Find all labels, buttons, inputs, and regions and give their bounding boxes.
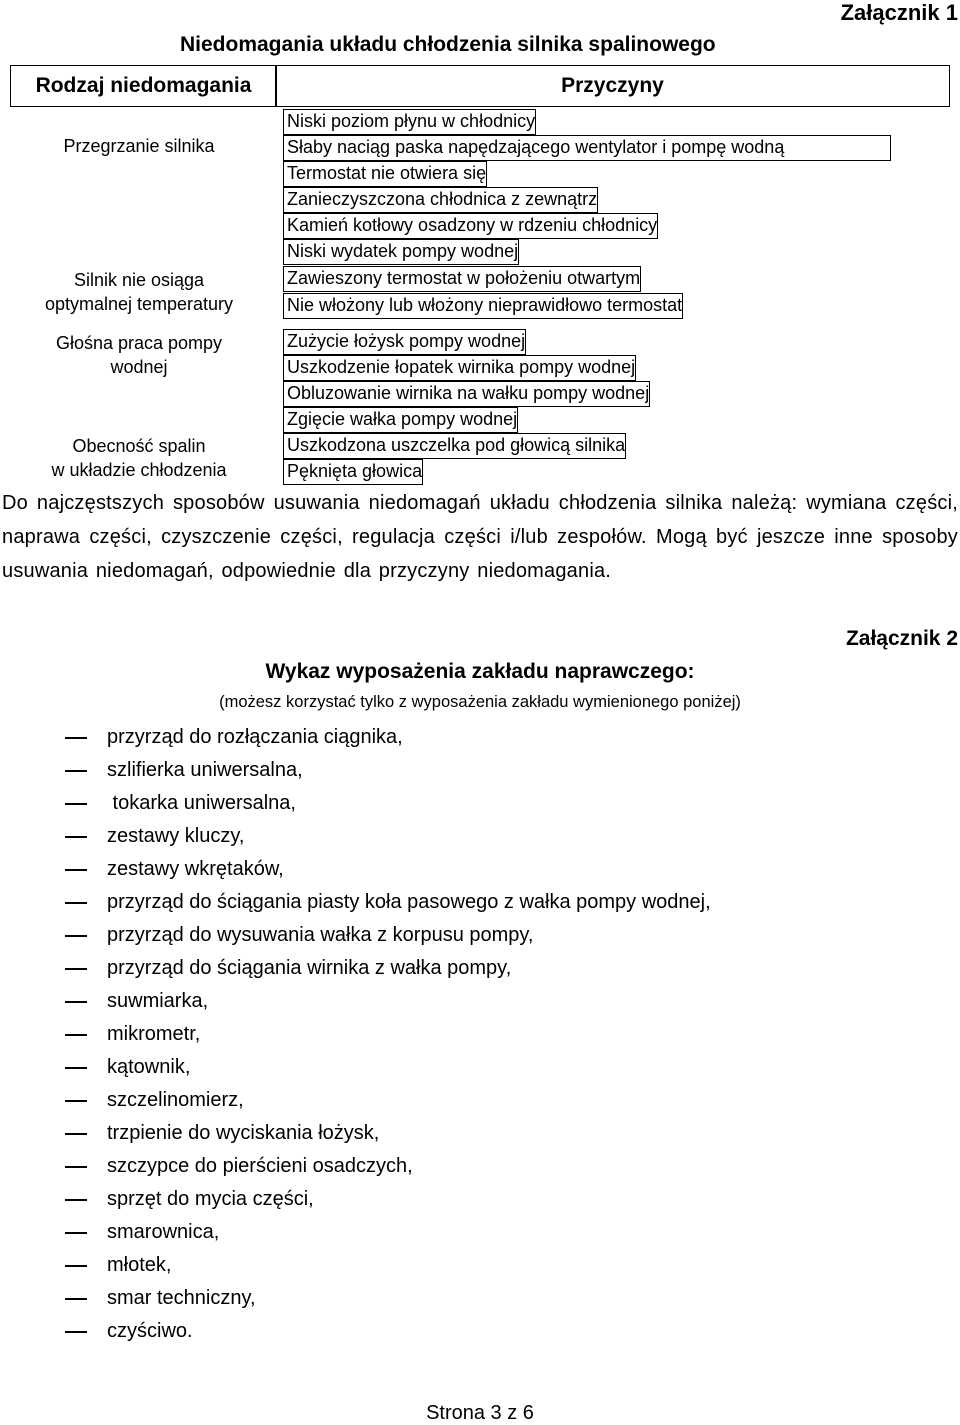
list-dash-icon — [65, 770, 87, 772]
equipment-item-label: przyrząd do ściągania wirnika z wałka pompy, — [107, 957, 512, 979]
cause-cell: Zużycie łożysk pompy wodnej — [283, 329, 526, 355]
label-line: Przegrzanie silnika — [63, 136, 215, 156]
header-malfunction-type: Rodzaj niedomagania — [10, 65, 277, 107]
cause-cell: Pęknięta głowica — [283, 459, 423, 485]
equipment-item — [65, 787, 711, 820]
attachment-1-label: Załącznik 1 — [840, 0, 958, 25]
cause-cell: Uszkodzona uszczelka pod głowicą silnika — [283, 433, 626, 459]
malfunction-table — [10, 65, 950, 488]
equipment-item-label: szczelinomierz, — [107, 1089, 244, 1111]
equipment-item-label: tokarka uniwersalna, — [107, 792, 296, 814]
cause-cell: Termostat nie otwiera się — [283, 161, 487, 187]
list-dash-icon — [65, 1331, 87, 1333]
list-dash-icon — [65, 1001, 87, 1003]
cause-cell: Niski poziom płynu w chłodnicy — [283, 109, 536, 135]
list-dash-icon — [65, 869, 87, 871]
list-dash-icon — [65, 1232, 87, 1234]
list-dash-icon — [65, 1166, 87, 1168]
equipment-item — [65, 886, 711, 919]
label-line: Obecność spalin — [72, 436, 206, 456]
equipment-list-title: Wykaz wyposażenia zakładu naprawczego: — [265, 660, 695, 683]
equipment-item — [65, 721, 711, 754]
equipment-item — [65, 1315, 711, 1348]
equipment-item — [65, 1150, 711, 1183]
document-title: Niedomagania układu chłodzenia silnika spalinowego — [180, 33, 716, 56]
equipment-item-label: sprzęt do mycia części, — [107, 1188, 314, 1210]
label-line: optymalnej temperatury — [44, 294, 234, 314]
attachment-2-label: Załącznik 2 — [845, 627, 958, 650]
equipment-item — [65, 853, 711, 886]
page-number: Strona 3 z 6 — [426, 1402, 534, 1424]
list-dash-icon — [65, 1100, 87, 1102]
equipment-item — [65, 1117, 711, 1150]
list-dash-icon — [65, 1265, 87, 1267]
equipment-item-label: przyrząd do wysuwania wałka z korpusu pompy, — [107, 924, 534, 946]
equipment-item — [65, 820, 711, 853]
label-line: Silnik nie osiąga — [73, 270, 205, 290]
equipment-item-label: młotek, — [107, 1254, 172, 1276]
equipment-item-label: zestawy kluczy, — [107, 825, 245, 847]
cause-cell: Zanieczyszczona chłodnica z zewnątrz — [283, 187, 598, 213]
list-dash-icon — [65, 1067, 87, 1069]
list-dash-icon — [65, 836, 87, 838]
cause-cell: Kamień kotłowy osadzony w rdzeniu chłodnicy — [283, 213, 658, 239]
equipment-item-label: trzpienie do wyciskania łożysk, — [107, 1122, 380, 1144]
equipment-item-label: kątownik, — [107, 1056, 191, 1078]
list-dash-icon — [65, 902, 87, 904]
equipment-item-label: przyrząd do ściągania piasty koła pasowego z wałka pompy wodnej, — [107, 891, 711, 913]
equipment-item — [65, 1249, 711, 1282]
equipment-item — [65, 952, 711, 985]
equipment-item-label: smarownica, — [107, 1221, 220, 1243]
header-causes: Przyczyny — [275, 65, 950, 107]
equipment-item — [65, 1216, 711, 1249]
cause-cell: Nie włożony lub włożony nieprawidłowo termostat — [283, 293, 683, 319]
equipment-item — [65, 1051, 711, 1084]
equipment-item-label: czyściwo. — [107, 1320, 193, 1342]
equipment-item-label: szczypce do pierścieni osadczych, — [107, 1155, 413, 1177]
list-dash-icon — [65, 968, 87, 970]
label-low-temperature — [10, 268, 268, 316]
list-dash-icon — [65, 1034, 87, 1036]
equipment-item — [65, 754, 711, 787]
label-noisy-pump — [10, 331, 268, 379]
cause-cell: Uszkodzenie łopatek wirnika pompy wodnej — [283, 355, 636, 381]
cause-cell: Zgięcie wałka pompy wodnej — [283, 407, 518, 433]
equipment-item-label: zestawy wkrętaków, — [107, 858, 284, 880]
equipment-item — [65, 1018, 711, 1051]
label-line: wodnej — [110, 357, 168, 377]
equipment-item-label: szlifierka uniwersalna, — [107, 759, 303, 781]
equipment-item — [65, 919, 711, 952]
cause-cell: Niski wydatek pompy wodnej — [283, 239, 519, 265]
equipment-item-label: mikrometr, — [107, 1023, 201, 1045]
cause-cell: Obluzowanie wirnika na wałku pompy wodnej — [283, 381, 650, 407]
list-dash-icon — [65, 803, 87, 805]
label-line: Głośna praca pompy — [55, 333, 223, 353]
list-dash-icon — [65, 1133, 87, 1135]
equipment-item — [65, 1183, 711, 1216]
cause-cell: Zawieszony termostat w położeniu otwartym — [283, 266, 641, 292]
list-dash-icon — [65, 737, 87, 739]
repair-methods-paragraph: Do najczęstszych sposobów usuwania niedomagań układu chłodzenia silnika należą: wymiana części, naprawa części, czyszczenie części, regulacja części i/lub zespołów. Mogą być jeszcze inne sposoby usuwania niedomagań, odpowiednie dla przyczyny niedomagania. — [2, 492, 958, 582]
equipment-item-label: przyrząd do rozłączania ciągnika, — [107, 726, 403, 748]
list-dash-icon — [65, 1199, 87, 1201]
equipment-list — [65, 721, 711, 1348]
label-line: w układzie chłodzenia — [51, 460, 227, 480]
equipment-item-label: suwmiarka, — [107, 990, 209, 1012]
equipment-item — [65, 1282, 711, 1315]
cause-cell: Słaby naciąg paska napędzającego wentylator i pompę wodną — [283, 135, 891, 161]
label-exhaust-in-coolant — [10, 434, 268, 482]
equipment-list-subtitle: (możesz korzystać tylko z wyposażenia zakładu wymienionego poniżej) — [219, 693, 741, 711]
equipment-item-label: smar techniczny, — [107, 1287, 256, 1309]
label-overheating — [10, 134, 268, 158]
list-dash-icon — [65, 935, 87, 937]
equipment-item — [65, 1084, 711, 1117]
list-dash-icon — [65, 1298, 87, 1300]
equipment-item — [65, 985, 711, 1018]
